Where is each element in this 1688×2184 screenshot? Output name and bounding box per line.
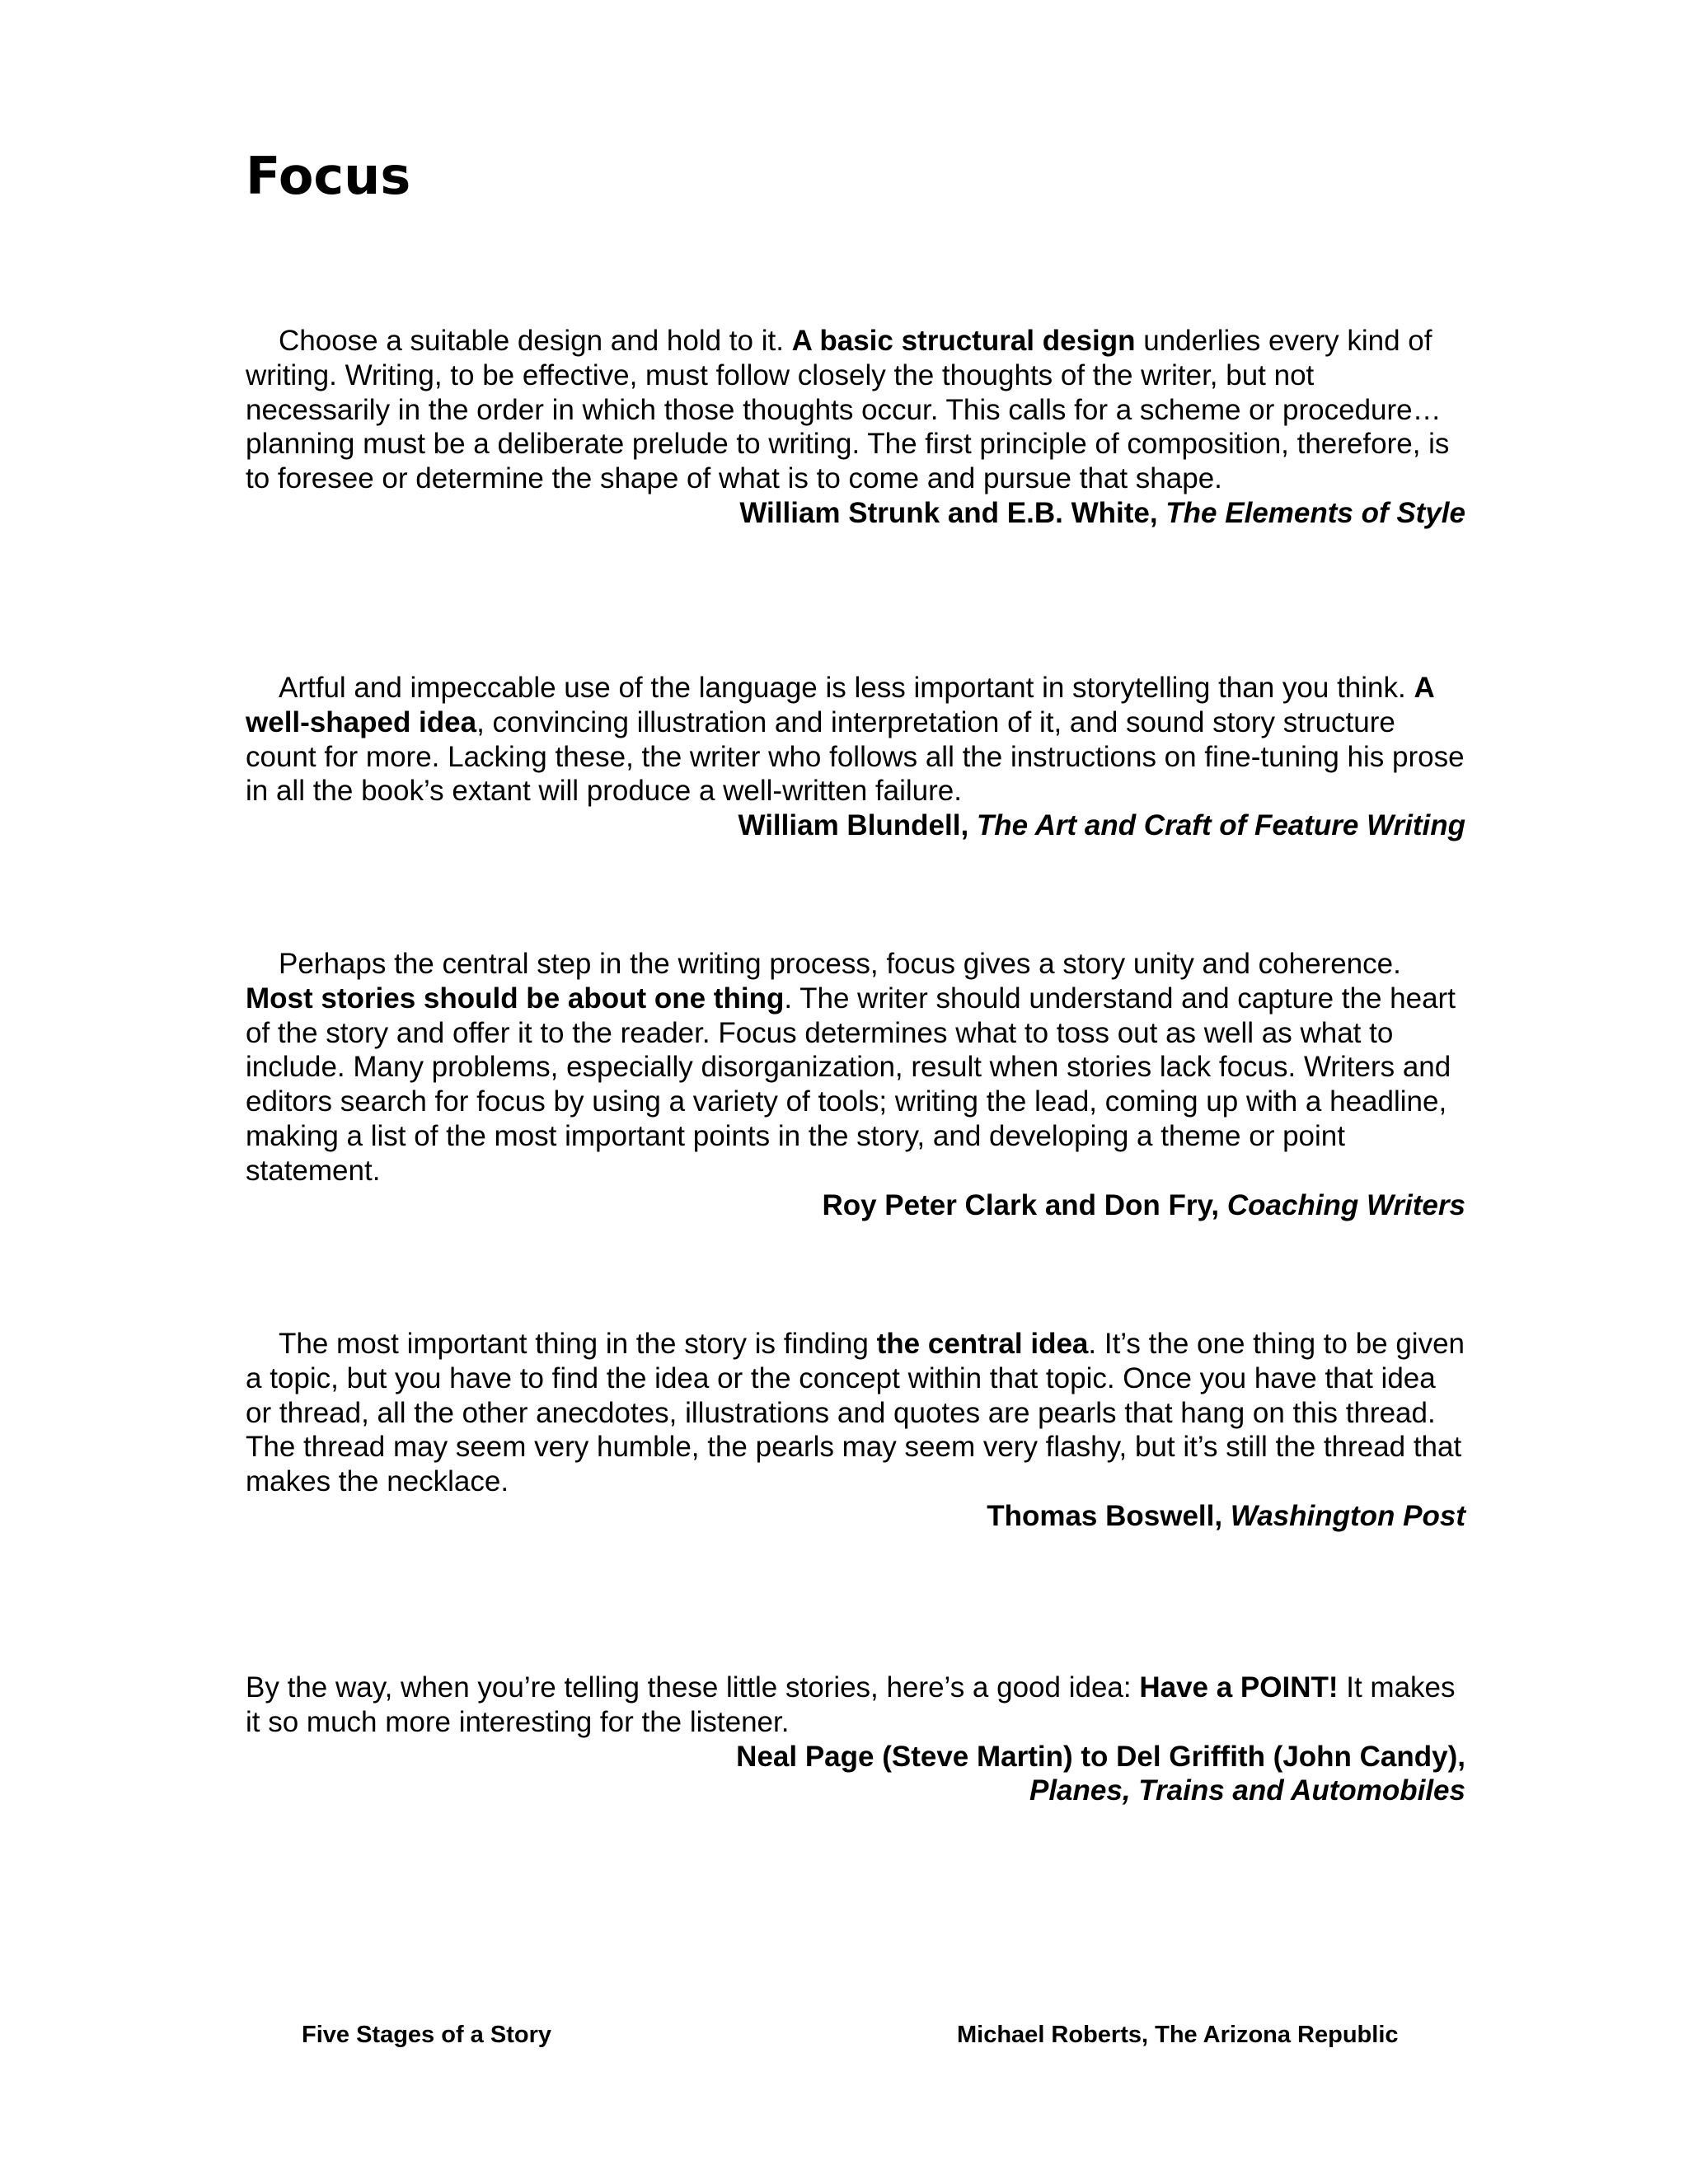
quote-attribution xyxy=(246,808,1465,843)
attribution-author: William Strunk and E.B. White, xyxy=(739,496,1166,529)
quote-text-lead: Choose a suitable design and hold to it. xyxy=(279,325,792,357)
quote-text-rest: It makes it so much more interesting for the listener. xyxy=(246,1671,1456,1738)
footer-left-text: Five Stages of a Story xyxy=(302,2022,551,2048)
footer-right-text: Michael Roberts, The Arizona Republic xyxy=(957,2022,1399,2048)
quote-text xyxy=(246,324,1465,496)
page-title: Focus xyxy=(246,146,411,206)
attribution-work-title: The Elements of Style xyxy=(1165,496,1465,529)
quote-emphasis: the central idea xyxy=(876,1328,1089,1360)
quote-text xyxy=(246,947,1465,1188)
quote-text-lead: Perhaps the central step in the writing process, focus gives a story unity and coherence. xyxy=(279,948,1401,980)
attribution-author: Roy Peter Clark and Don Fry, xyxy=(822,1188,1227,1221)
quote-text-rest: underlies every kind of writing. Writing, to be effective, must follow closely the thoughts of the writer, but not necessarily in the order in which those thoughts occur. This calls for a scheme or procedure…planning must be a deliberate prelude to writing. The first principle of composition, therefore, is to foresee or determine the shape of what is to come and pursue that shape. xyxy=(246,325,1450,495)
quote-block-planes-trains xyxy=(246,1671,1465,1808)
quote-text-lead: Artful and impeccable use of the language is less important in storytelling than you think. xyxy=(279,672,1414,704)
quote-block-clark-fry xyxy=(246,947,1465,1222)
quote-text-rest: . The writer should understand and capture the heart of the story and offer it to the reader. Focus determines what to toss out as well as what to include. Many problems, especially disorganization, result when stories lack focus. Writers and editors search for focus by using a variety of tools; writing the lead, coming up with a headline, making a list of the most important points in the story, and developing a theme or point statement. xyxy=(246,982,1456,1187)
quote-attribution xyxy=(246,1188,1465,1223)
attribution-author: Thomas Boswell, xyxy=(987,1499,1231,1532)
quote-text xyxy=(246,1671,1465,1740)
quote-attribution-work xyxy=(246,1774,1465,1808)
quote-text-rest: , convincing illustration and interpretation of it, and sound story structure count for more. Lacking these, the writer who follows all the instructions on fine-tuning his prose in all the book’s extant will produce a well-written failure. xyxy=(246,705,1465,808)
quote-emphasis: Most stories should be about one thing xyxy=(246,982,785,1015)
quote-block-strunk-white xyxy=(246,324,1465,531)
attribution-work-title: The Art and Craft of Feature Writing xyxy=(976,809,1465,842)
quote-text xyxy=(246,1327,1465,1499)
quote-text-lead: The most important thing in the story is finding xyxy=(279,1328,877,1360)
quote-block-boswell xyxy=(246,1327,1465,1534)
attribution-work-title: Washington Post xyxy=(1230,1499,1465,1532)
attribution-work-title: Coaching Writers xyxy=(1226,1188,1465,1221)
quote-attribution xyxy=(246,496,1465,531)
quote-block-blundell xyxy=(246,671,1465,843)
quote-text-rest: . It’s the one thing to be given a topic, but you have to find the idea or the concept within that topic. Once you have that idea or thread, all the other anecdotes, illustrations and quotes are pearls that hang on this thread. The thread may seem very humble, the pearls may seem very flashy, but it’s still the thread that makes the necklace. xyxy=(246,1328,1465,1498)
attribution-work-title: Planes, Trains and Automobiles xyxy=(1029,1774,1465,1807)
quote-attribution xyxy=(246,1499,1465,1534)
quote-emphasis: Have a POINT! xyxy=(1139,1671,1339,1704)
quote-attribution-author: Neal Page (Steve Martin) to Del Griffith (John Candy), xyxy=(736,1740,1465,1773)
attribution-author: William Blundell, xyxy=(738,809,977,842)
quote-text xyxy=(246,671,1465,808)
quote-text-lead: By the way, when you’re telling these little stories, here’s a good idea: xyxy=(246,1671,1140,1704)
quote-emphasis: A well-shaped idea xyxy=(246,672,1434,738)
quote-emphasis: A basic structural design xyxy=(791,325,1136,357)
